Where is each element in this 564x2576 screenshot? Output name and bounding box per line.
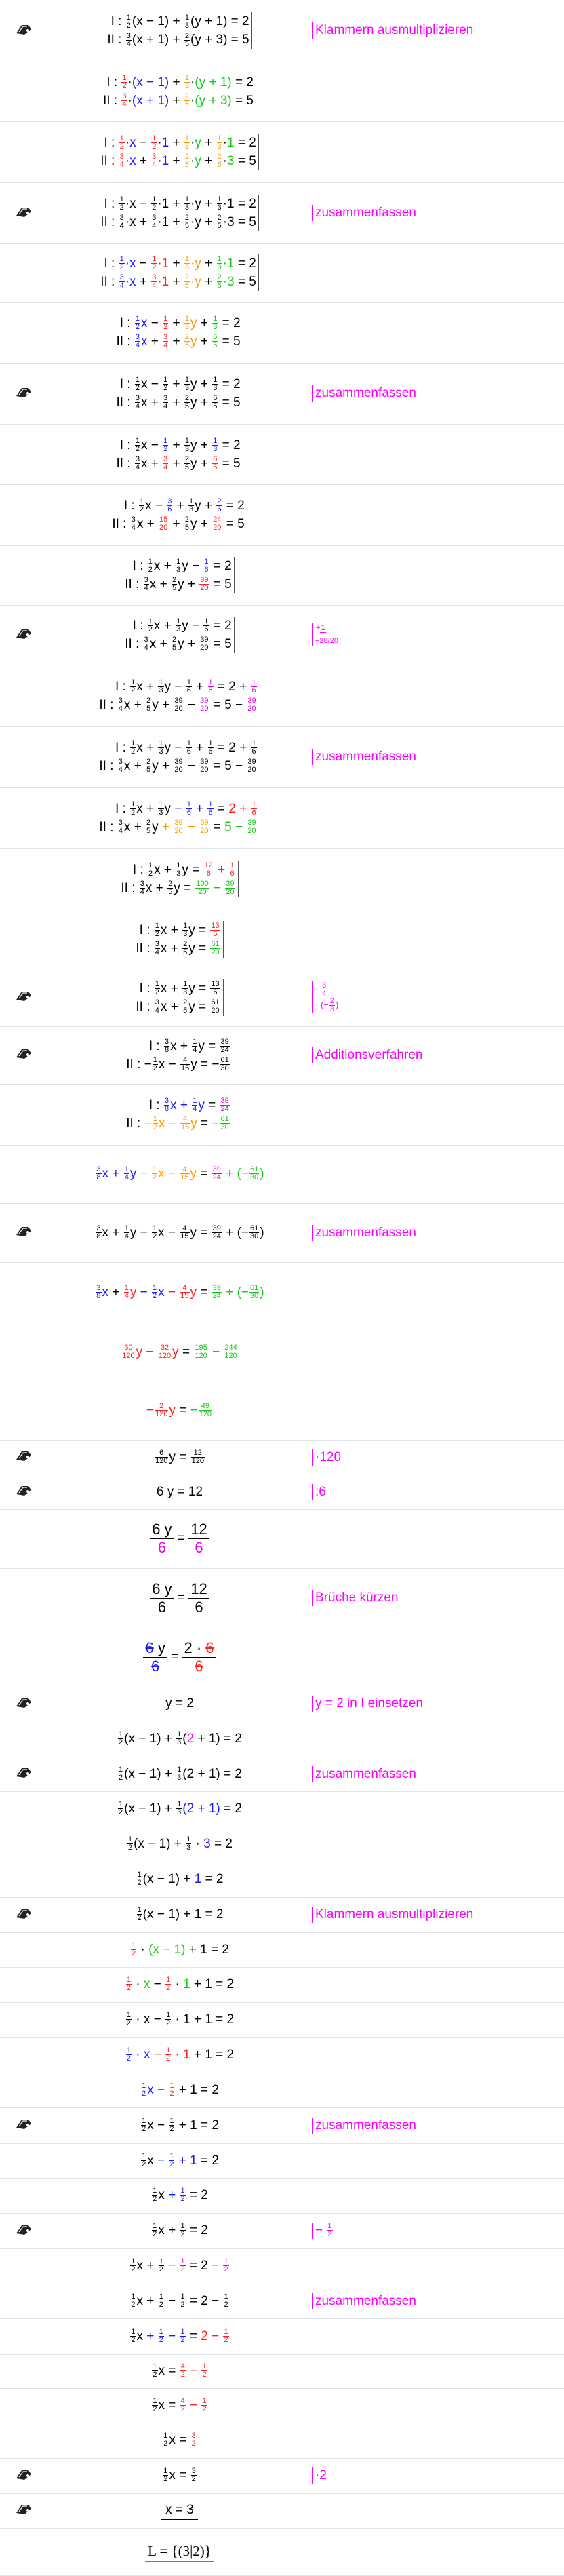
step-row: [0, 1145, 564, 1203]
pen-icon[interactable]: [15, 205, 33, 218]
equation-system: I : $\frac{1}{2}$ x − $\frac{3}{6}$ + $\frac{1}{3}$ y + $\frac{2}{6}$ = 2 II : $\frac{3}{4}$ x + $\frac{15}{20}$ + $\frac{2}{5}$ y + $\frac{24}{20}$ = 5: [112, 496, 247, 533]
equation: $\frac{6}{120}$ y = $\frac{12}{120}$: [155, 1448, 204, 1465]
step-row: [0, 182, 564, 243]
step-row: [0, 2213, 564, 2248]
result-y: y = 2: [161, 1695, 198, 1713]
equation: − $\frac{2}{120}$ y = − $\frac{49}{120}$: [146, 1402, 212, 1419]
step-note: zusammenfassen: [312, 1225, 416, 1241]
step-note: y = 2 in I einsetzen: [312, 1696, 423, 1712]
step-note: zusammenfassen: [312, 1766, 416, 1782]
step-row: [0, 2143, 564, 2178]
solution-set: L = {(3|2)}: [145, 2542, 214, 2562]
step-note: +1 −28/20: [312, 623, 338, 646]
equation-system: I : $\frac{1}{2}$ x + $\frac{1}{3}$ y − $\frac{1}{6}$ = 2 II : $\frac{3}{4}$ x + $\frac{2}{5}$ y + $\frac{39}{20}$ = 5: [125, 557, 234, 593]
equation: $\frac{1}{2}$ · x − $\frac{1}{2}$ · 1 + 1 = 2: [126, 2011, 235, 2028]
step-row: [0, 424, 564, 484]
step-note: Klammern ausmultiplizieren: [312, 1907, 473, 1923]
pen-icon[interactable]: [15, 2502, 33, 2516]
step-row: [0, 2423, 564, 2458]
step-row: [0, 1084, 564, 1145]
equation: $\frac{1}{2}$ · x − $\frac{1}{2}$ · 1 + 1 = 2: [126, 1976, 235, 1993]
equation: $\frac{3}{8}$ x + $\frac{1}{4}$ y − $\frac{1}{2}$ x − $\frac{4}{15}$ y = $\frac{39}{24}$ + (− $\frac{61}{30}$ ): [96, 1224, 264, 1241]
pen-icon[interactable]: [15, 2117, 33, 2130]
step-row: [0, 2354, 564, 2388]
pen-icon[interactable]: [15, 1449, 33, 1462]
step-row: [0, 1509, 564, 1568]
pen-icon[interactable]: [15, 1765, 33, 1779]
pen-icon[interactable]: [15, 989, 33, 1002]
equation-system: I : $\frac{1}{2}$ x − $\frac{1}{2}$ + $\frac{1}{3}$ y + $\frac{1}{3}$ = 2 II : $\frac{3}{4}$ x + $\frac{3}{4}$ + $\frac{2}{5}$ y + $\frac{6}{5}$ = 5: [116, 436, 243, 473]
equation: $\frac{1}{2}$ (x − 1) + $\frac{1}{3}$ · 3 = 2: [128, 1835, 233, 1852]
step-row: [0, 1382, 564, 1440]
equation: $\frac{3}{8}$ x + $\frac{1}{4}$ y − $\frac{1}{2}$ x − $\frac{4}{15}$ y = $\frac{39}{24}$ + (− $\frac{61}{30}$ ): [96, 1283, 264, 1300]
pen-icon[interactable]: [15, 2467, 33, 2481]
equation: $\frac{1}{2}$ · (x − 1) + 1 = 2: [132, 1940, 229, 1957]
step-note: Brüche kürzen: [312, 1590, 399, 1606]
step-row: [0, 1026, 564, 1084]
result-x: x = 3: [161, 2501, 198, 2520]
equation: $\frac{1}{2}$ x = $\frac{3}{2}$: [163, 2432, 196, 2448]
equation: $\frac{1}{2}$ (x − 1) + 1 = 2: [137, 1871, 224, 1888]
equation: $\frac{1}{2}$ x = $\frac{4}{2}$ − $\frac{1}{2}$: [153, 2396, 207, 2413]
equation: $\frac{1}{2}$ x + $\frac{1}{2}$ − $\frac{1}{2}$ = 2 − $\frac{1}{2}$: [131, 2257, 228, 2274]
step-note: − $\frac{1}{2}$: [312, 2223, 334, 2239]
step-row: [0, 848, 564, 910]
step-note: ·2: [312, 2467, 327, 2484]
step-row: [0, 363, 564, 424]
pen-icon[interactable]: [15, 22, 33, 36]
step-row: [0, 2107, 564, 2143]
pen-icon[interactable]: [15, 627, 33, 640]
step-row: [0, 1791, 564, 1827]
step-row: [0, 2037, 564, 2073]
step-row: [0, 1757, 564, 1791]
step-row: [0, 1967, 564, 2002]
step-row: [0, 2248, 564, 2284]
pen-icon[interactable]: [15, 1907, 33, 1920]
step-row: [0, 2458, 564, 2493]
step-row: [0, 243, 564, 302]
equation-system: I : $\frac{1}{2}$ x − $\frac{1}{2}$ + $\frac{1}{3}$ y + $\frac{1}{3}$ = 2 II : $\frac{3}{4}$ x + $\frac{3}{4}$ + $\frac{2}{5}$ y + $\frac{6}{5}$ = 5: [116, 314, 243, 351]
step-note: Additionsverfahren: [312, 1047, 422, 1063]
equation: $\frac{6 y}{6}$ = $\frac{12}{6}$: [150, 1580, 209, 1616]
equation: $\frac{1}{2}$ (x − 1) + 1 = 2: [137, 1906, 224, 1923]
step-note: zusammenfassen: [312, 385, 416, 402]
equation-system: I : $\frac{1}{2}$ ·(x − 1) + $\frac{1}{3}$ ·(y + 1) = 2 II : $\frac{3}{4}$ ·(x + 1) + $\frac{2}{5}$ ·(y + 3) = 5: [103, 73, 256, 110]
pen-icon[interactable]: [15, 1696, 33, 1709]
equation: $\frac{1}{2}$ x = $\frac{3}{2}$: [163, 2467, 196, 2484]
step-row: [0, 2493, 564, 2528]
pen-icon[interactable]: [15, 1224, 33, 1238]
step-row: [0, 2284, 564, 2318]
equation-system: I : $\frac{3}{8}$ x + $\frac{1}{4}$ y = $\frac{39}{24}$ II : − $\frac{1}{2}$ x − $\frac{4}{15}$ y = − $\frac{61}{30}$: [126, 1037, 233, 1074]
equation: $\frac{1}{2}$ x − $\frac{1}{2}$ + 1 = 2: [142, 2081, 219, 2098]
equation: $\frac{1}{2}$ x − $\frac{1}{2}$ + 1 = 2: [142, 2116, 219, 2133]
step-row: [0, 1687, 564, 1721]
equation: $\frac{1}{2}$ x − $\frac{1}{2}$ + 1 = 2: [142, 2151, 219, 2168]
equation-system: I : $\frac{1}{2}$ ·x − $\frac{1}{2}$ ·1 + $\frac{1}{3}$ ·y + $\frac{1}{3}$ ·1 = 2 II : $\frac{3}{4}$ ·x + $\frac{3}{4}$ ·1 + $\frac{2}{5}$ ·y + $\frac{2}{5}$ ·3 = 5: [100, 195, 259, 231]
step-row: [0, 605, 564, 665]
step-note: zusammenfassen: [312, 2293, 416, 2309]
step-row: [0, 2528, 564, 2575]
step-row: [0, 969, 564, 1026]
equation-system: I : $\frac{1}{2}$ (x − 1) + $\frac{1}{3}$ (y + 1) = 2 II : $\frac{3}{4}$ (x + 1) + $\frac{2}{5}$ (y + 3) = 5: [107, 12, 251, 49]
step-row: [0, 2178, 564, 2213]
equation: $\frac{6 y}{6}$ = $\frac{12}{6}$: [150, 1521, 209, 1557]
step-row: [0, 1932, 564, 1967]
equation: $\frac{1}{2}$ · x − $\frac{1}{2}$ · 1 + 1 = 2: [126, 2046, 235, 2063]
pen-icon[interactable]: [15, 385, 33, 399]
equation: $\frac{1}{2}$ (x − 1) + $\frac{1}{3}$ (2 + 1) = 2: [119, 1765, 242, 1782]
step-note: zusammenfassen: [312, 205, 416, 221]
pen-icon[interactable]: [15, 2223, 33, 2236]
equation-system: I : $\frac{1}{2}$ x + $\frac{1}{3}$ y − $\frac{1}{6}$ + $\frac{1}{6}$ = 2 + $\frac{1}{6}$ II : $\frac{3}{4}$ x + $\frac{2}{5}$ y + $\frac{39}{20}$ − $\frac{39}{20}$ = 5 − $\frac{39}{20}$: [99, 739, 260, 775]
equation: $\frac{1}{2}$ x + $\frac{1}{2}$ = 2: [153, 2187, 208, 2204]
step-row: [0, 1897, 564, 1932]
step-row: [0, 62, 564, 121]
pen-icon[interactable]: [15, 1047, 33, 1060]
step-row: [0, 121, 564, 182]
step-row: [0, 1440, 564, 1475]
step-row: [0, 1203, 564, 1262]
step-row: [0, 0, 564, 62]
equation: $\frac{6 y}{6}$ = $\frac{2 \cdot 6}{6}$: [143, 1639, 216, 1675]
step-row: [0, 302, 564, 363]
equation-system: I : $\frac{1}{2}$ ·x − $\frac{1}{2}$ ·1 + $\frac{1}{3}$ ·y + $\frac{1}{3}$ ·1 = 2 II : $\frac{3}{4}$ ·x + $\frac{3}{4}$ ·1 + $\frac{2}{5}$ ·y + $\frac{2}{5}$ ·3 = 5: [100, 254, 259, 291]
equation-system: I : $\frac{1}{2}$ x + $\frac{1}{3}$ y = $\frac{13}{6}$ II : $\frac{3}{4}$ x + $\frac{2}{5}$ y = $\frac{61}{20}$: [136, 921, 223, 958]
step-row: [0, 1721, 564, 1757]
equation-system: I : $\frac{1}{2}$ x − $\frac{1}{2}$ + $\frac{1}{3}$ y + $\frac{1}{3}$ = 2 II : $\frac{3}{4}$ x + $\frac{3}{4}$ + $\frac{2}{5}$ y + $\frac{6}{5}$ = 5: [116, 375, 243, 412]
step-row: [0, 1262, 564, 1323]
equation-system: I : $\frac{1}{2}$ x + $\frac{1}{3}$ y − $\frac{1}{6}$ = 2 II : $\frac{3}{4}$ x + $\frac{2}{5}$ y + $\frac{39}{20}$ = 5: [125, 617, 234, 653]
equation: $\frac{1}{2}$ (x − 1) + $\frac{1}{3}$ (2 + 1) = 2: [119, 1730, 242, 1746]
step-row: [0, 2388, 564, 2423]
equation-system: I : $\frac{1}{2}$ x + $\frac{1}{3}$ y − $\frac{1}{6}$ + $\frac{1}{6}$ = 2 + $\frac{1}{6}$ II : $\frac{3}{4}$ x + $\frac{2}{5}$ y + $\frac{39}{20}$ − $\frac{39}{20}$ = 5 − $\frac{39}{20}$: [99, 678, 260, 714]
step-row: [0, 726, 564, 787]
step-row: [0, 2002, 564, 2037]
pen-icon[interactable]: [15, 1483, 33, 1497]
equation: $\frac{30}{120}$ y − $\frac{32}{120}$ y = $\frac{195}{120}$ − $\frac{244}{120}$: [122, 1343, 237, 1360]
step-row: [0, 2318, 564, 2354]
equation: $\frac{1}{2}$ (x − 1) + $\frac{1}{3}$ (2 + 1) = 2: [119, 1800, 242, 1817]
equation-system: I : $\frac{1}{2}$ x + $\frac{1}{3}$ y = $\frac{12}{6}$ + $\frac{1}{6}$ II : $\frac{3}{4}$ x + $\frac{2}{5}$ y = $\frac{100}{20}$ − $\frac{39}{20}$: [121, 861, 238, 897]
step-row: [0, 1475, 564, 1509]
equation-system: I : $\frac{1}{2}$ x + $\frac{1}{3}$ y = $\frac{13}{6}$ II : $\frac{3}{4}$ x + $\frac{2}{5}$ y = $\frac{61}{20}$: [136, 979, 223, 1016]
equation: $\frac{1}{2}$ x + $\frac{1}{2}$ − $\frac{1}{2}$ = 2 − $\frac{1}{2}$: [131, 2327, 228, 2344]
step-row: [0, 910, 564, 969]
step-note: :6: [312, 1484, 326, 1500]
step-row: [0, 1323, 564, 1382]
step-row: [0, 2073, 564, 2107]
equation: 6 y = 12: [156, 1484, 203, 1499]
step-note: ·120: [312, 1449, 341, 1466]
step-row: [0, 545, 564, 605]
step-row: [0, 787, 564, 848]
equation-system: I : $\frac{3}{8}$ x + $\frac{1}{4}$ y = $\frac{39}{24}$ II : − $\frac{1}{2}$ x − $\frac{4}{15}$ y = − $\frac{61}{30}$: [126, 1096, 233, 1133]
step-note: zusammenfassen: [312, 749, 416, 765]
step-row: [0, 1827, 564, 1862]
step-note: · $\frac{3}{4}$ · (− $\frac{2}{3}$ ): [312, 981, 338, 1013]
step-row: [0, 1628, 564, 1687]
step-row: [0, 484, 564, 545]
equation: $\frac{1}{2}$ x + $\frac{1}{2}$ − $\frac{1}{2}$ = 2 − $\frac{1}{2}$: [131, 2292, 228, 2309]
step-row: [0, 1568, 564, 1628]
step-note: zusammenfassen: [312, 2118, 416, 2134]
equation: $\frac{1}{2}$ x = $\frac{4}{2}$ − $\frac{1}{2}$: [153, 2362, 207, 2379]
equation: $\frac{1}{2}$ x + $\frac{1}{2}$ = 2: [153, 2222, 208, 2239]
equation: $\frac{3}{8}$ x + $\frac{1}{4}$ y − $\frac{1}{2}$ x − $\frac{4}{15}$ y = $\frac{39}{24}$ + (− $\frac{61}{30}$ ): [96, 1165, 264, 1182]
step-row: [0, 1862, 564, 1897]
equation-system: I : $\frac{1}{2}$ x + $\frac{1}{3}$ y − $\frac{1}{6}$ + $\frac{1}{6}$ = 2 + $\frac{1}{6}$ II : $\frac{3}{4}$ x + $\frac{2}{5}$ y + $\frac{39}{20}$ − $\frac{39}{20}$ = 5 − $\frac{39}{20}$: [99, 800, 260, 836]
step-row: [0, 665, 564, 726]
step-note: Klammern ausmultiplizieren: [312, 22, 473, 39]
equation-system: I : $\frac{1}{2}$ ·x − $\frac{1}{2}$ ·1 + $\frac{1}{3}$ ·y + $\frac{1}{3}$ ·1 = 2 II : $\frac{3}{4}$ ·x + $\frac{3}{4}$ ·1 + $\frac{2}{5}$ ·y + $\frac{2}{5}$ ·3 = 5: [100, 134, 259, 170]
